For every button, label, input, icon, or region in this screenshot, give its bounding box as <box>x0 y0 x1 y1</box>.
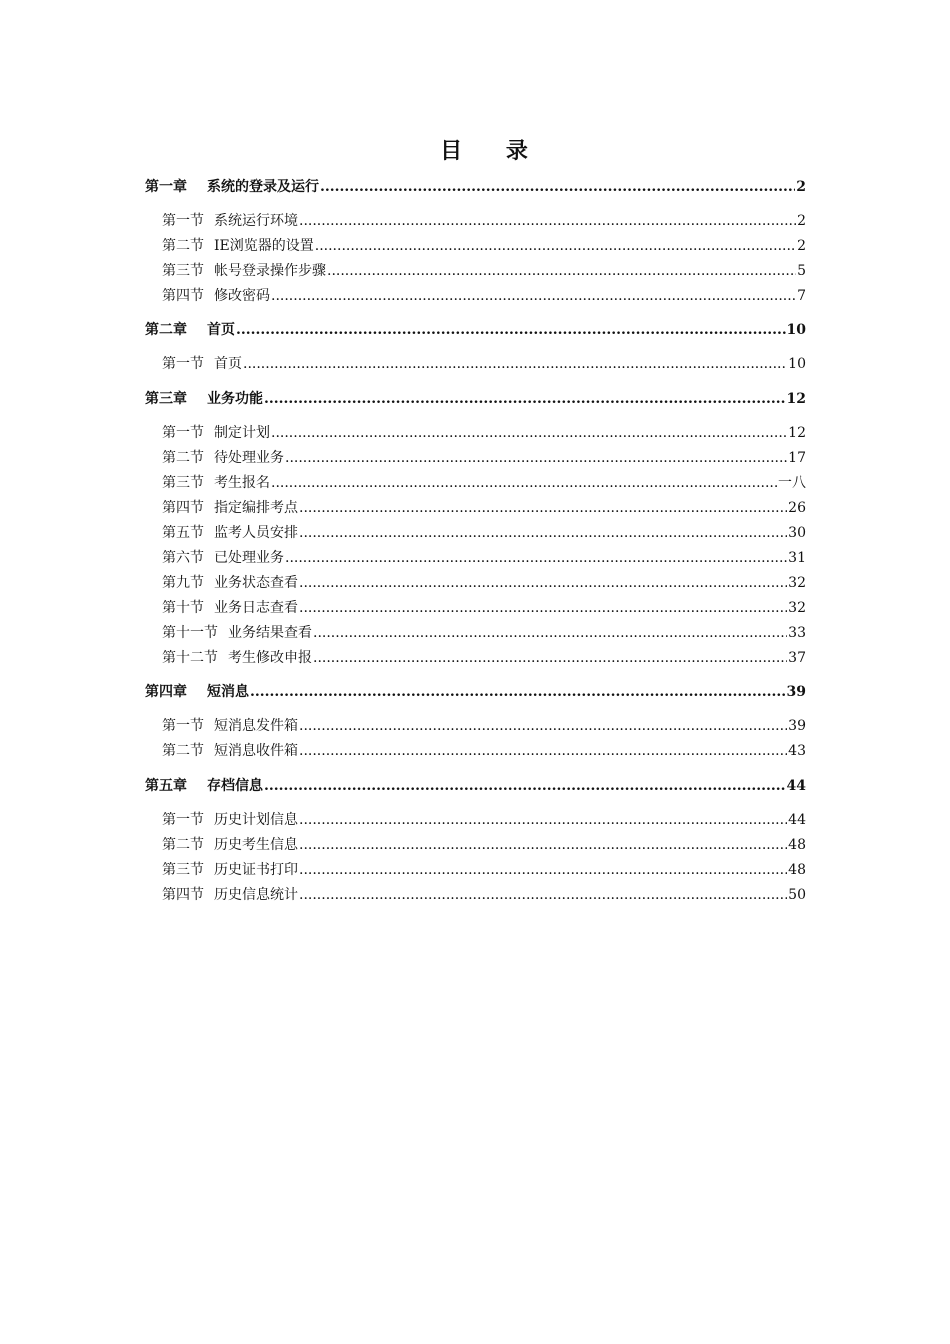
toc-entry-label <box>145 321 235 339</box>
toc-section-entry[interactable] <box>162 474 806 492</box>
toc-page-number: 10 <box>788 356 806 372</box>
toc-leader-dots <box>299 861 787 879</box>
toc-leader-dots <box>264 777 786 795</box>
toc-page-number: 37 <box>788 650 806 666</box>
toc-entry-number: 第三节 <box>162 263 204 279</box>
toc-entry-number: 第三节 <box>162 475 204 491</box>
toc-page-number: 39 <box>786 684 806 700</box>
toc-entry-name: 帐号登录操作步骤 <box>214 263 326 279</box>
toc-leader-dots <box>299 836 787 854</box>
toc-entry-name: 历史证书打印 <box>214 862 298 878</box>
toc-section-entry[interactable] <box>162 524 806 542</box>
toc-leader-dots <box>299 212 796 230</box>
toc-entry-number: 第四节 <box>162 500 204 516</box>
toc-entry-number: 第九节 <box>162 575 204 591</box>
toc-entry-name: 首页 <box>214 356 242 372</box>
toc-entry-number: 第三节 <box>162 862 204 878</box>
toc-entry-name: 修改密码 <box>214 288 270 304</box>
toc-page-number: 33 <box>788 625 806 641</box>
toc-leader-dots <box>299 599 787 617</box>
toc-section-entry[interactable] <box>162 212 806 230</box>
toc-entry-name: 待处理业务 <box>214 450 284 466</box>
toc-section-entry[interactable] <box>162 574 806 592</box>
toc-page-number: 10 <box>786 322 806 338</box>
toc-entry-label <box>162 262 326 280</box>
toc-section-entry[interactable] <box>162 861 806 879</box>
toc-section-entry[interactable] <box>162 237 806 255</box>
toc-entry-number: 第五章 <box>145 778 187 794</box>
toc-entry-label <box>162 424 270 442</box>
toc-page-number: 7 <box>797 288 806 304</box>
toc-leader-dots <box>271 474 777 492</box>
toc-page-number: 17 <box>788 450 806 466</box>
toc-entry-label <box>162 355 242 373</box>
toc-entry-label <box>162 212 298 230</box>
toc-chapter-entry[interactable] <box>145 178 806 196</box>
toc-entry-number: 第二节 <box>162 238 204 254</box>
toc-entry-label <box>162 237 314 255</box>
toc-leader-dots <box>299 524 787 542</box>
toc-leader-dots <box>315 237 796 255</box>
toc-leader-dots <box>236 321 786 339</box>
toc-page-number: 12 <box>788 425 806 441</box>
toc-leader-dots <box>250 683 786 701</box>
toc-leader-dots <box>299 574 787 592</box>
toc-leader-dots <box>264 390 786 408</box>
toc-entry-name: 短消息 <box>207 684 249 700</box>
toc-entry-name: 历史计划信息 <box>214 812 298 828</box>
toc-entry-number: 第二节 <box>162 743 204 759</box>
toc-section-entry[interactable] <box>162 742 806 760</box>
toc-entry-number: 第四节 <box>162 887 204 903</box>
toc-entry-label <box>162 742 298 760</box>
toc-entry-name: 考生报名 <box>214 475 270 491</box>
toc-page-number: 44 <box>786 778 806 794</box>
toc-entry-number: 第三章 <box>145 391 187 407</box>
toc-entry-name: 系统的登录及运行 <box>207 179 319 195</box>
toc-leader-dots <box>243 355 787 373</box>
toc-chapter-entry[interactable] <box>145 321 806 339</box>
toc-entry-number: 第二节 <box>162 450 204 466</box>
toc-entry-label <box>162 499 298 517</box>
toc-entry-number: 第一节 <box>162 425 204 441</box>
toc-chapter-entry[interactable] <box>145 777 806 795</box>
toc-entry-label <box>145 777 263 795</box>
toc-entry-number: 第二节 <box>162 837 204 853</box>
toc-entry-number: 第五节 <box>162 525 204 541</box>
toc-page-number: 44 <box>788 812 806 828</box>
toc-page-number: 30 <box>788 525 806 541</box>
toc-entry-number: 第一节 <box>162 213 204 229</box>
toc-leader-dots <box>320 178 795 196</box>
toc-leader-dots <box>299 499 787 517</box>
toc-leader-dots <box>271 287 796 305</box>
toc-page-number: 2 <box>797 213 806 229</box>
toc-page-number: 26 <box>788 500 806 516</box>
toc-entry-number: 第一节 <box>162 356 204 372</box>
toc-entry-label <box>162 649 312 667</box>
toc-entry-label <box>145 390 263 408</box>
toc-page-number: 48 <box>788 837 806 853</box>
toc-entry-name: 业务日志查看 <box>214 600 298 616</box>
toc-entry-number: 第四节 <box>162 288 204 304</box>
toc-section-entry[interactable] <box>162 287 806 305</box>
toc-entry-name: 制定计划 <box>214 425 270 441</box>
toc-entry-label <box>162 836 298 854</box>
toc-section-entry[interactable] <box>162 599 806 617</box>
toc-section-entry[interactable] <box>162 549 806 567</box>
toc-entry-number: 第二章 <box>145 322 187 338</box>
toc-section-entry[interactable] <box>162 836 806 854</box>
toc-page-number: 12 <box>786 391 806 407</box>
toc-leader-dots <box>327 262 796 280</box>
toc-entry-number: 第一章 <box>145 179 187 195</box>
toc-entry-name: 业务功能 <box>207 391 263 407</box>
toc-entry-label <box>145 683 249 701</box>
toc-entry-label <box>162 624 312 642</box>
toc-entry-label <box>162 474 270 492</box>
toc-entry-name: 历史考生信息 <box>214 837 298 853</box>
toc-entry-label <box>162 861 298 879</box>
toc-section-entry[interactable] <box>162 624 806 642</box>
toc-page-number: 48 <box>788 862 806 878</box>
toc-entry-number: 第一节 <box>162 718 204 734</box>
toc-entry-label <box>145 178 319 196</box>
toc-page-number: 32 <box>788 600 806 616</box>
toc-chapter-entry[interactable] <box>145 683 806 701</box>
toc-section-entry[interactable] <box>162 886 806 904</box>
toc-entry-number: 第四章 <box>145 684 187 700</box>
toc-entry-number: 第十节 <box>162 600 204 616</box>
toc-page-number: 50 <box>788 887 806 903</box>
toc-entry-label <box>162 886 298 904</box>
toc-entry-label <box>162 599 298 617</box>
toc-entry-name: IE浏览器的设置 <box>214 238 314 254</box>
toc-entry-label <box>162 811 298 829</box>
toc-entry-label <box>162 574 298 592</box>
toc-entry-label <box>162 524 298 542</box>
toc-section-entry[interactable] <box>162 262 806 280</box>
toc-entry-name: 系统运行环境 <box>214 213 298 229</box>
toc-leader-dots <box>299 717 787 735</box>
toc-entry-name: 短消息收件箱 <box>214 743 298 759</box>
toc-entry-number: 第十二节 <box>162 650 218 666</box>
toc-page-number: 43 <box>788 743 806 759</box>
toc-section-entry[interactable] <box>162 717 806 735</box>
toc-entry-name: 历史信息统计 <box>214 887 298 903</box>
toc-entry-name: 已处理业务 <box>214 550 284 566</box>
toc-entry-name: 存档信息 <box>207 778 263 794</box>
toc-entry-name: 考生修改申报 <box>228 650 312 666</box>
toc-entry-label <box>162 287 270 305</box>
toc-page-number: 2 <box>797 238 806 254</box>
toc-entry-name: 监考人员安排 <box>214 525 298 541</box>
toc-section-entry[interactable] <box>162 355 806 373</box>
toc-entry-label <box>162 549 284 567</box>
toc-entry-number: 第十一节 <box>162 625 218 641</box>
toc-title: 目 录 <box>440 138 546 164</box>
toc-entry-name: 业务状态查看 <box>214 575 298 591</box>
toc-entry-name: 短消息发件箱 <box>214 718 298 734</box>
toc-entry-number: 第六节 <box>162 550 204 566</box>
toc-leader-dots <box>299 886 787 904</box>
toc-section-entry[interactable] <box>162 449 806 467</box>
toc-leader-dots <box>285 549 787 567</box>
toc-page-number: 32 <box>788 575 806 591</box>
toc-entry-name: 指定编排考点 <box>214 500 298 516</box>
toc-page-number: 一八 <box>778 475 806 491</box>
toc-entry-name: 业务结果查看 <box>228 625 312 641</box>
toc-entry-label <box>162 717 298 735</box>
toc-leader-dots <box>313 649 787 667</box>
toc-chapter-entry[interactable] <box>145 390 806 408</box>
toc-leader-dots <box>313 624 787 642</box>
toc-leader-dots <box>285 449 787 467</box>
toc-entry-number: 第一节 <box>162 812 204 828</box>
toc-leader-dots <box>271 424 787 442</box>
toc-entry-name: 首页 <box>207 322 235 338</box>
toc-page-number: 5 <box>797 263 806 279</box>
toc-entry-label <box>162 449 284 467</box>
toc-leader-dots <box>299 742 787 760</box>
toc-page-number: 2 <box>796 179 806 195</box>
toc-section-entry[interactable] <box>162 811 806 829</box>
toc-section-entry[interactable] <box>162 424 806 442</box>
toc-page-number: 31 <box>788 550 806 566</box>
toc-section-entry[interactable] <box>162 649 806 667</box>
toc-page-number: 39 <box>788 718 806 734</box>
toc-leader-dots <box>299 811 787 829</box>
toc-section-entry[interactable] <box>162 499 806 517</box>
